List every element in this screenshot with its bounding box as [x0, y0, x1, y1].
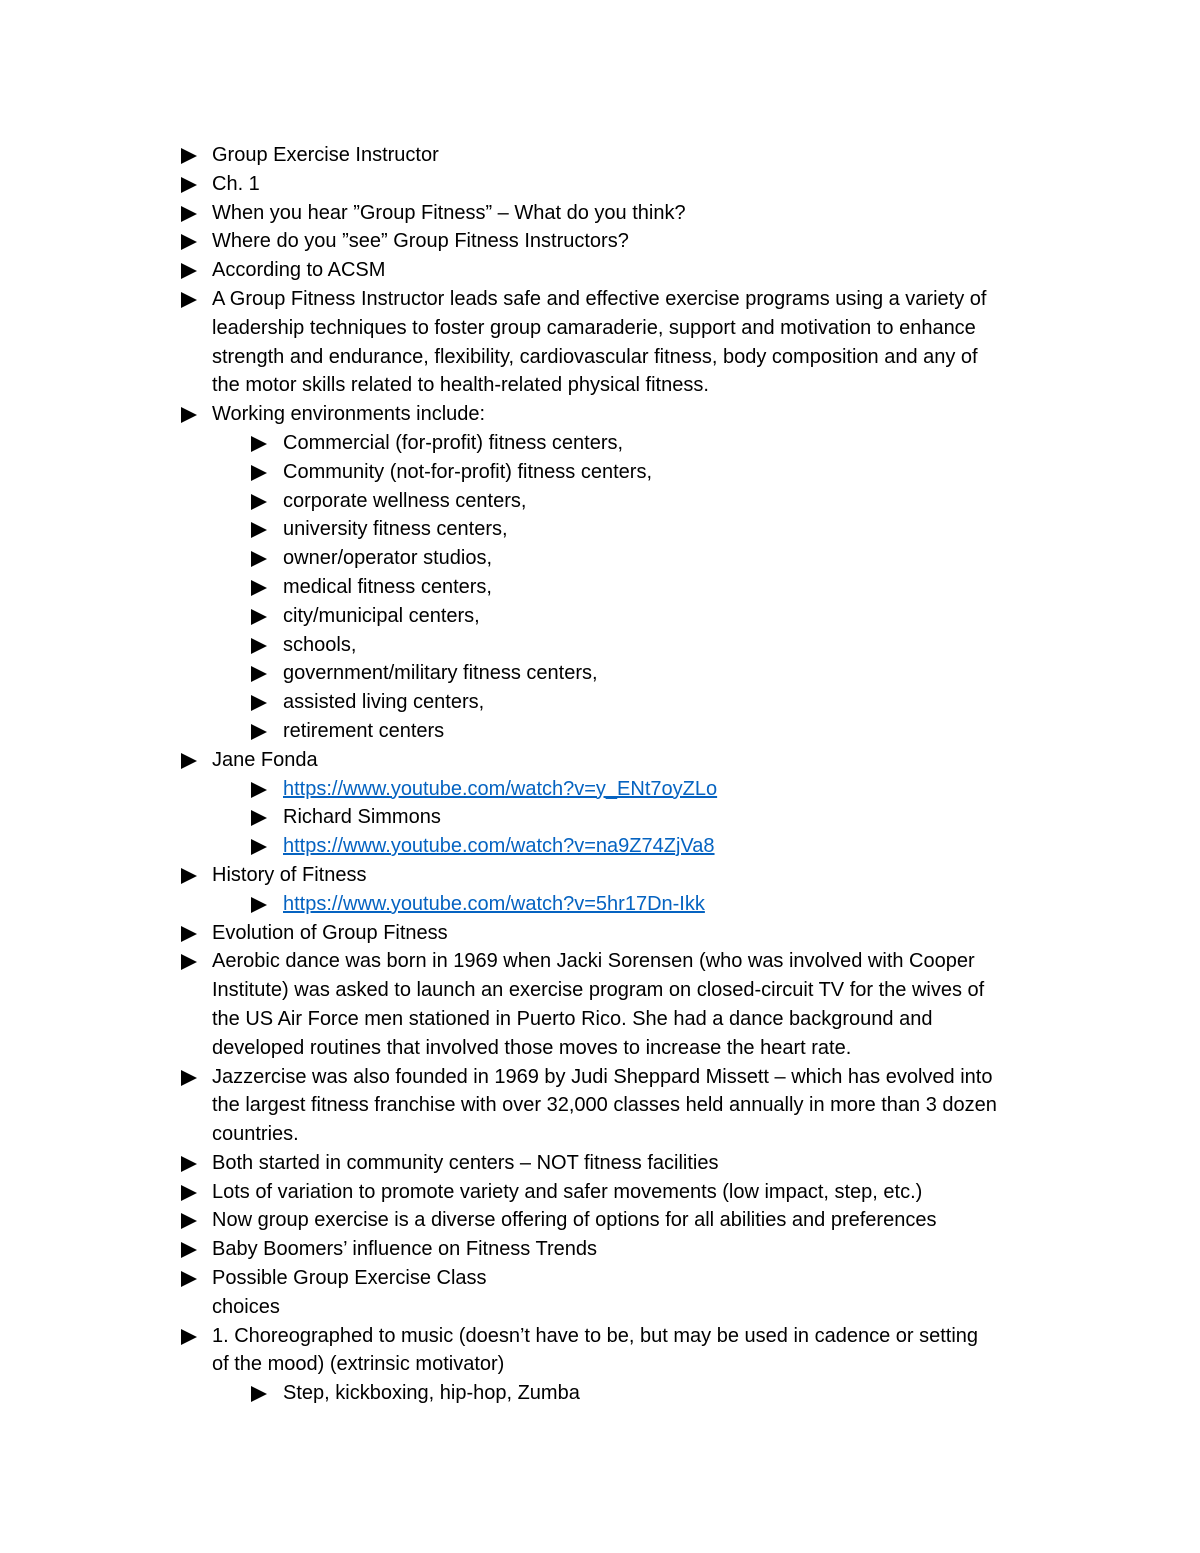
- triangle-bullet-icon: [251, 666, 267, 682]
- triangle-bullet-icon: [181, 1213, 197, 1229]
- triangle-bullet-icon: [251, 551, 267, 567]
- sub-list-item: [180, 717, 1080, 746]
- list-item-text: retirement centers: [283, 719, 445, 742]
- video-link[interactable]: https://www.youtube.com/watch?v=na9Z74ZjVa8: [283, 835, 715, 858]
- list-item-text: city/municipal centers,: [283, 604, 480, 627]
- sub-list-item: [180, 832, 1080, 861]
- triangle-bullet-icon: [181, 753, 197, 769]
- triangle-bullet-icon: [251, 609, 267, 625]
- triangle-bullet-icon: [181, 206, 197, 222]
- sub-list-item: [180, 515, 1080, 544]
- triangle-bullet-icon: [181, 1185, 197, 1201]
- list-item-text: schools,: [283, 633, 357, 656]
- triangle-bullet-icon: [251, 839, 267, 855]
- list-item-text: History of Fitness: [212, 863, 367, 886]
- sub-list-item: [180, 602, 1080, 631]
- video-link[interactable]: https://www.youtube.com/watch?v=5hr17Dn-Ikk: [283, 892, 705, 915]
- sub-list-item: [180, 429, 1080, 458]
- list-item-text: owner/operator studios,: [283, 547, 493, 570]
- list-item-text: medical fitness centers,: [283, 575, 492, 598]
- triangle-bullet-icon: [251, 638, 267, 654]
- list-item-line: strength and endurance, flexibility, cardiovascular fitness, body composition and any of: [212, 345, 978, 368]
- triangle-bullet-icon: [251, 782, 267, 798]
- sub-list-item: [180, 573, 1080, 602]
- list-item-line: developed routines that involved those moves to increase the heart rate.: [212, 1036, 852, 1059]
- triangle-bullet-icon: [251, 465, 267, 481]
- list-item-text: Where do you ”see” Group Fitness Instructors?: [212, 230, 629, 253]
- list-item: [180, 1322, 1080, 1380]
- list-item-line: Aerobic dance was born in 1969 when Jacki Sorensen (who was involved with Cooper: [212, 950, 975, 973]
- sub-list-item: [180, 890, 1080, 919]
- list-item: [180, 1264, 1080, 1322]
- list-item: [180, 1178, 1080, 1207]
- list-item-line: A Group Fitness Instructor leads safe and effective exercise programs using a variety of: [212, 287, 987, 310]
- list-item-text: Lots of variation to promote variety and safer movements (low impact, step, etc.): [212, 1180, 923, 1203]
- sub-list-item: [180, 688, 1080, 717]
- list-item: [180, 1235, 1080, 1264]
- list-item-text: According to ACSM: [212, 259, 386, 282]
- list-item: [180, 1063, 1080, 1149]
- list-item-line: Possible Group Exercise Class: [212, 1267, 487, 1290]
- document-body: [180, 141, 1080, 1408]
- list-item: [180, 947, 1080, 1062]
- triangle-bullet-icon: [251, 522, 267, 538]
- list-item-text: assisted living centers,: [283, 691, 485, 714]
- list-item-line: of the mood) (extrinsic motivator): [212, 1353, 505, 1376]
- list-item: [180, 141, 1080, 170]
- triangle-bullet-icon: [181, 868, 197, 884]
- list-item-text: Richard Simmons: [283, 806, 441, 829]
- list-item-text: Step, kickboxing, hip-hop, Zumba: [283, 1382, 580, 1405]
- list-item-text: Ch. 1: [212, 172, 260, 195]
- list-item-text: Both started in community centers – NOT fitness facilities: [212, 1151, 719, 1174]
- list-item-line: 1. Choreographed to music (doesn’t have to be, but may be used in cadence or setting: [212, 1324, 979, 1347]
- sub-list-item: [180, 803, 1080, 832]
- list-item-text: Evolution of Group Fitness: [212, 921, 448, 944]
- triangle-bullet-icon: [251, 494, 267, 510]
- triangle-bullet-icon: [251, 810, 267, 826]
- list-item-text: Jane Fonda: [212, 748, 318, 771]
- list-item-text: university fitness centers,: [283, 518, 508, 541]
- list-item-line: leadership techniques to foster group camaraderie, support and motivation to enhance: [212, 316, 976, 339]
- sub-list-item: [180, 487, 1080, 516]
- triangle-bullet-icon: [181, 954, 197, 970]
- sub-list-item: [180, 659, 1080, 688]
- list-item-line: the motor skills related to health-related physical fitness.: [212, 374, 709, 397]
- triangle-bullet-icon: [181, 1271, 197, 1287]
- sub-list-item: [180, 544, 1080, 573]
- list-item: [180, 1149, 1080, 1178]
- list-item-text: When you hear ”Group Fitness” – What do you think?: [212, 201, 686, 224]
- list-item: [180, 861, 1080, 890]
- list-item: [180, 746, 1080, 775]
- triangle-bullet-icon: [181, 292, 197, 308]
- list-item: [180, 1206, 1080, 1235]
- list-item-text: Group Exercise Instructor: [212, 144, 439, 166]
- triangle-bullet-icon: [181, 1156, 197, 1172]
- triangle-bullet-icon: [251, 1386, 267, 1402]
- video-link[interactable]: https://www.youtube.com/watch?v=y_ENt7oyZLo: [283, 777, 718, 800]
- list-item-text: government/military fitness centers,: [283, 662, 598, 685]
- triangle-bullet-icon: [251, 436, 267, 452]
- list-item-text: Community (not-for-profit) fitness centers,: [283, 460, 652, 483]
- list-item-line: countries.: [212, 1123, 299, 1146]
- triangle-bullet-icon: [181, 234, 197, 250]
- triangle-bullet-icon: [181, 407, 197, 423]
- list-item-line: choices: [212, 1295, 280, 1318]
- triangle-bullet-icon: [181, 177, 197, 193]
- list-item: [180, 285, 1080, 400]
- list-item-text: Commercial (for-profit) fitness centers,: [283, 431, 624, 454]
- triangle-bullet-icon: [181, 1329, 197, 1345]
- list-item-text: Working environments include:: [212, 403, 486, 426]
- list-item: [180, 170, 1080, 199]
- sub-list-item: [180, 1379, 1080, 1408]
- triangle-bullet-icon: [181, 926, 197, 942]
- triangle-bullet-icon: [181, 1242, 197, 1258]
- triangle-bullet-icon: [251, 695, 267, 711]
- triangle-bullet-icon: [181, 263, 197, 279]
- list-item-text: corporate wellness centers,: [283, 489, 527, 512]
- list-item: [180, 256, 1080, 285]
- triangle-bullet-icon: [251, 724, 267, 740]
- sub-list-item: [180, 631, 1080, 660]
- list-item: [180, 227, 1080, 256]
- sub-list-item: [180, 458, 1080, 487]
- list-item-line: Institute) was asked to launch an exercise program on closed-circuit TV for the wives of: [212, 979, 985, 1002]
- list-item-text: Now group exercise is a diverse offering of options for all abilities and preferences: [212, 1209, 937, 1232]
- triangle-bullet-icon: [181, 148, 197, 164]
- sub-list-item: [180, 775, 1080, 804]
- triangle-bullet-icon: [251, 897, 267, 913]
- list-item: [180, 400, 1080, 429]
- triangle-bullet-icon: [251, 580, 267, 596]
- list-item-text: Baby Boomers’ influence on Fitness Trends: [212, 1238, 598, 1261]
- list-item: [180, 199, 1080, 228]
- list-item-line: the largest fitness franchise with over 32,000 classes held annually in more than 3 dozen: [212, 1094, 997, 1117]
- list-item: [180, 919, 1080, 948]
- triangle-bullet-icon: [181, 1070, 197, 1086]
- list-item-line: the US Air Force men stationed in Puerto Rico. She had a dance background and: [212, 1007, 933, 1030]
- list-item-line: Jazzercise was also founded in 1969 by Judi Sheppard Missett – which has evolved into: [212, 1065, 993, 1088]
